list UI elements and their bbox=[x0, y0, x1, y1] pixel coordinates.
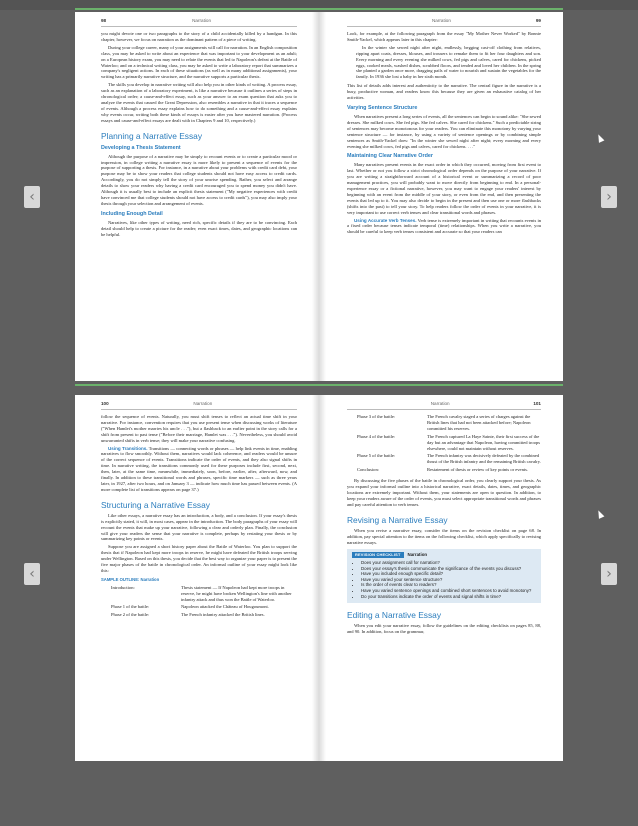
page-100 bbox=[75, 395, 319, 761]
checklist-item: • Is the order of events clear to readers? bbox=[361, 582, 536, 588]
inline-heading: Using Accurate Verb Tenses. bbox=[354, 217, 417, 223]
checklist-item: • Have you varied sentence openings and combined short sentences to avoid monotony? bbox=[361, 588, 536, 594]
body-paragraph: During your college career, many of your assignments will call for narration. In an English composition class, you may be asked to write about an experience that was important to your development as an adult; on a European history exam, you may need to relate the events that led to Napoleon's defeat at the Battle of Waterloo; and on a technical writing class, you may be asked to write a laboratory report that summarizes a company's negligent actions. In each of these situations (as well as in many additional assignments), your writing has a primarily narrative structure, and the narrative supports a particular thesis. bbox=[101, 44, 297, 80]
page-number: 100 bbox=[101, 401, 109, 406]
outline-text-cell: Restatement of thesis or review of key points or events. bbox=[427, 467, 529, 473]
mouse-cursor-icon bbox=[596, 509, 605, 519]
subsection-heading: Including Enough Detail bbox=[101, 210, 163, 217]
spread-bottom bbox=[75, 395, 563, 761]
outline-text-cell: Napoleon attacked the Château of Hougoumont. bbox=[181, 604, 269, 610]
outline-row bbox=[347, 467, 541, 475]
outline-text-cell: The French cavalry staged a series of charges against the British lines that had not been attacked before; Napoleon committed his reserves. bbox=[427, 414, 531, 431]
outline-table bbox=[101, 585, 297, 621]
checklist-item: • Have you included enough specific detail? bbox=[361, 571, 536, 577]
checklist-title: Narration bbox=[407, 552, 428, 558]
mouse-cursor-icon bbox=[596, 133, 605, 143]
spread-divider bbox=[75, 384, 563, 386]
checklist-item: • Have you varied your sentence structure? bbox=[361, 577, 536, 583]
block-quote: In the winter she sewed night after night, endlessly, begging cast-off clothing from relatives, ripping apart coats, dresses, blouses, and trousers to remake them to fit her four daughters and son. Every morning and every evening she milked cows, fed pigs and calves, cared for chickens, picked eggs, cooked meals, washed dishes, scrubbed floors, and tended and loved her children. In the spring she planted a garden once more, dragging pails of water to nourish and sustain the vegetables for the family. In 1936 she lost a baby in her sixth month. bbox=[356, 44, 541, 80]
body-paragraph: The skills you develop in narrative writing will also help you in other kinds of writing. A process essay, such as an explanation of a laboratory experiment, is like a narrative because it outlines a series of steps in chronological order; a cause-and-effect essay, such as your answer to an exam question that asks you to analyze the events that caused the Great Depression, also resembles a narrative in that it traces a sequence of events. Although a process essay explains how to do something and a cause-and-effect essay explains why events occur, writing both these kinds of essays is easier after you have mastered narration. (Process essays and cause-and-effect essays are dealt with in Chapters 9 and 10, respectively.) bbox=[101, 82, 297, 123]
running-head: Narration bbox=[430, 401, 450, 406]
body-paragraph: Like other essays, a narrative essay has an introduction, a body, and a conclusion. If your essay's thesis is explicitly stated, it will, in most cases, appear in the introduction. The body paragraphs of your essay will recount the events that make up your narrative, following a clear and orderly plan. Finally, the conclusion will give your readers the sense that your narrative is complete, perhaps by restating your thesis or by summarizing key points or events. bbox=[101, 512, 297, 542]
prev-page-button[interactable] bbox=[24, 563, 40, 585]
chevron-right-icon: › bbox=[606, 566, 612, 582]
outline-row bbox=[347, 414, 541, 434]
outline-text-cell: The French captured La Haye Sainte, their first success of the day but an advantage that Napoleon, having committed troops elsewhere, could not maintain without reserves. bbox=[427, 433, 541, 451]
section-heading: Structuring a Narrative Essay bbox=[101, 499, 210, 510]
body-text: Verb tense is extremely important in writing that recounts events in a fixed order because tenses indicate temporal (time) relationships. When you write a narrative, you should be careful to keep verb tenses consistent and accurate so that your readers can bbox=[347, 217, 541, 235]
section-heading: Revising a Narrative Essay bbox=[347, 514, 448, 525]
outline-row bbox=[101, 604, 297, 612]
page-header bbox=[347, 18, 541, 27]
outline-row bbox=[101, 585, 297, 605]
next-page-button[interactable] bbox=[601, 186, 617, 208]
body-paragraph: Although the purpose of a narrative may be simply to recount events or to create a particular mood or impression, in college writing a narrative essay is more likely to present a sequence of events for the purpose of supporting a thesis. For instance, in a narrative about your problems with credit card debt, your purpose may be to show your readers that college students should not have easy access to credit cards. Accordingly, you do not simply tell the story of your unwise spending. Rather, you select and arrange details to show your readers why having a credit card encouraged you to spend money you didn't have. Although it is usually best to include an explicit thesis statement ("My negative experiences with credit have convinced me that college students should not have access to credit cards"), you may also imply your thesis through your selection and arrangement of events. bbox=[101, 153, 297, 206]
outline-text-cell: Thesis statement — If Napoleon had kept more troops in reserve, he might have broken Wellington's line with another infantry attack and thus won the Battle of Waterloo. bbox=[181, 584, 292, 602]
checklist-item: • Does your assignment call for narration? bbox=[361, 560, 536, 566]
section-heading: Planning a Narrative Essay bbox=[101, 130, 203, 141]
subsection-heading: Developing a Thesis Statement bbox=[101, 144, 181, 151]
page-header bbox=[101, 18, 297, 27]
page-101 bbox=[319, 395, 563, 761]
body-paragraph: Many narratives present events in the exact order in which they occurred, moving from first event to last. Whether or not you follow a strict chronological order depends on the purpose of your narrative. If you are writing a straightforward account of a historical event or summarizing a record of poor management practices, you will probably want to move directly from beginning to end. In a personal-experience essay or a fictional narrative, however, you may want to engage your readers' interest by beginning with an event from the middle of your story, or even from the end, and then presenting the events that led up to it. You may also decide to begin in the present and then use one or more flashbacks (shifts into the past) to tell your story. To help readers follow the order of events in your narrative, it is very important to use correct verb tenses and clear transitional words and phrases. bbox=[347, 162, 541, 215]
chevron-left-icon: ‹ bbox=[29, 189, 35, 205]
page-98 bbox=[75, 12, 319, 381]
chevron-right-icon: › bbox=[606, 189, 612, 205]
green-rule bbox=[75, 8, 563, 10]
top-bar bbox=[0, 0, 638, 10]
inline-heading: Using Transitions. bbox=[108, 445, 148, 451]
outline-label-cell: Phase 2 of the battle: bbox=[111, 612, 150, 618]
subsection-heading: Maintaining Clear Narrative Order bbox=[347, 153, 433, 160]
body-paragraph: When narratives present a long series of events, all the sentences can begin to sound alike: "She sewed dresses. She milked cows. She fed pigs. She fed calves. She cared for chickens." Such a predictable string of sentences may become monotonous for your readers. You can eliminate this monotony by varying your sentence structure — for instance, by using a variety of sentence openings or by combining simple sentences as Smith-Yackel does: "In the winter she sewed night after night; every morning and every evening she milked cows, fed pigs and calves, cared for chickens. . . ." bbox=[347, 113, 541, 149]
outline-label-cell: Phase 3 of the battle: bbox=[357, 414, 396, 419]
outline-label-cell: Introduction: bbox=[111, 584, 135, 590]
body-paragraph: Suppose you are assigned a short history paper about the Battle of Waterloo. You plan to support the thesis that if Napoleon had kept more troops in reserve, he might have defeated the British troops serving under Wellington. Based on this thesis, you decide that the best way to organize your paper is to present the five major phases of the battle in chronological order. An informal outline of your essay might look like this: bbox=[101, 544, 297, 573]
outline-label-cell: Phase 5 of the battle: bbox=[357, 453, 396, 459]
outline-label: SAMPLE OUTLINE: Narration bbox=[101, 576, 160, 582]
body-paragraph: follow the sequence of events. Naturally, you must shift tenses to reflect an actual time shift in your narrative. For instance, convention requires that you use present tense when discussing works of literature ("When Hamlet's mother marries his uncle . . ."), but a flashback to an earlier point in the story calls for a shift from present to past tense ("Before their marriage, Hamlet was . . ."). Nevertheless, you should avoid unwarranted shifts in verb tense; they will make your narrative confusing. bbox=[101, 414, 297, 443]
outline-table bbox=[347, 414, 541, 475]
body-paragraph: By discussing the five phases of the battle in chronological order, you clearly support your thesis. As you expand your informal outline into a historical narrative, exact details, dates, times, and geographic locations are extremely important. Without them, your statements are open to question. In addition, to keep your readers aware of the order of events, you must select appropriate transitional words and phrases and pay careful attention to verb tenses. bbox=[347, 478, 541, 507]
body-paragraph: Look, for example, at the following paragraph from the essay "My Mother Never Worked" by Bonnie Smith-Yackel, which appears later in this chapter: bbox=[347, 31, 541, 42]
outline-row bbox=[347, 434, 541, 454]
page-header bbox=[101, 401, 297, 410]
body-paragraph: This list of details adds interest and authenticity to the narrative. The central figure in the narrative is a busy, productive woman, and readers know this because they are given an exhaustive catalog of her activities. bbox=[347, 83, 541, 101]
body-paragraph: When you edit your narrative essay, follow the guidelines on the editing checklists on pages 85, 88, and 90. In addition, focus on the grammar, bbox=[347, 623, 541, 635]
checklist-items bbox=[352, 560, 536, 599]
page-99 bbox=[319, 12, 563, 381]
chevron-left-icon: ‹ bbox=[29, 566, 35, 582]
running-head: Narration bbox=[193, 401, 213, 406]
body-text: Transitions — connecting words or phrases — help link events in time, enabling narratives to flow smoothly. Without them, narratives would lack coherence, and readers would be unsure of the correct sequence of events. Transitions indicate the order of events, and they also signal shifts in time. In narrative writing, the transitions commonly used for these purposes include first, second, next, then, later, at the same time, meanwhile, immediately, soon, before, earlier, after, afterward, now, and finally. In addition to these transitional words and phrases, specific time markers — such as three years later, in 1927, after two hours, and on January 3 — indicate how much time has passed between events. (A more complete list of transitions appears on page 37.) bbox=[101, 445, 297, 492]
page-number: 101 bbox=[533, 401, 541, 406]
revision-checklist bbox=[347, 549, 541, 603]
page-number: 98 bbox=[101, 18, 107, 23]
checklist-item: • Do your transitions indicate the order of events and signal shifts in time? bbox=[361, 594, 536, 600]
subsection-heading: Varying Sentence Structure bbox=[347, 104, 418, 111]
outline-label-cell: Phase 1 of the battle: bbox=[111, 604, 150, 610]
body-paragraph: you might devote one or two paragraphs to the story of a child accidentally killed by a handgun. In this chapter, however, we focus on narration as the dominant pattern of a piece of writing. bbox=[101, 31, 297, 42]
prev-page-button[interactable] bbox=[24, 186, 40, 208]
running-head: Narration bbox=[431, 18, 451, 23]
checklist-item: • Does your essay's thesis communicate the significance of the events you discuss? bbox=[361, 566, 536, 572]
body-paragraph: When you revise a narrative essay, consider the items on the revision checklist on page 68. In addition, pay special attention to the items on the following checklist, which apply specifically to revising narrative essays. bbox=[347, 527, 541, 545]
checklist-header bbox=[352, 552, 536, 558]
checklist-tag: REVISION CHECKLIST bbox=[352, 552, 404, 558]
outline-row bbox=[347, 453, 541, 467]
outline-row bbox=[101, 612, 297, 620]
outline-text-cell: The French infantry attacked the British lines. bbox=[181, 612, 265, 618]
spread-top bbox=[75, 12, 563, 381]
body-paragraph: Narratives, like other types of writing, need rich, specific details if they are to be convincing. Each detail should help to create a picture for the reader; even exact times, dates, and geographic locations can be helpful. bbox=[101, 219, 297, 237]
running-head: Narration bbox=[192, 18, 212, 23]
page-header bbox=[347, 401, 541, 410]
outline-text-cell: The French infantry was decisively defeated by the combined thrust of the British infantry and the remaining British cavalry. bbox=[427, 453, 541, 465]
outline-label-cell: Conclusion: bbox=[357, 467, 379, 473]
outline-label-cell: Phase 4 of the battle: bbox=[357, 433, 396, 439]
page-number: 99 bbox=[535, 18, 541, 23]
section-heading: Editing a Narrative Essay bbox=[347, 610, 442, 621]
next-page-button[interactable] bbox=[601, 563, 617, 585]
